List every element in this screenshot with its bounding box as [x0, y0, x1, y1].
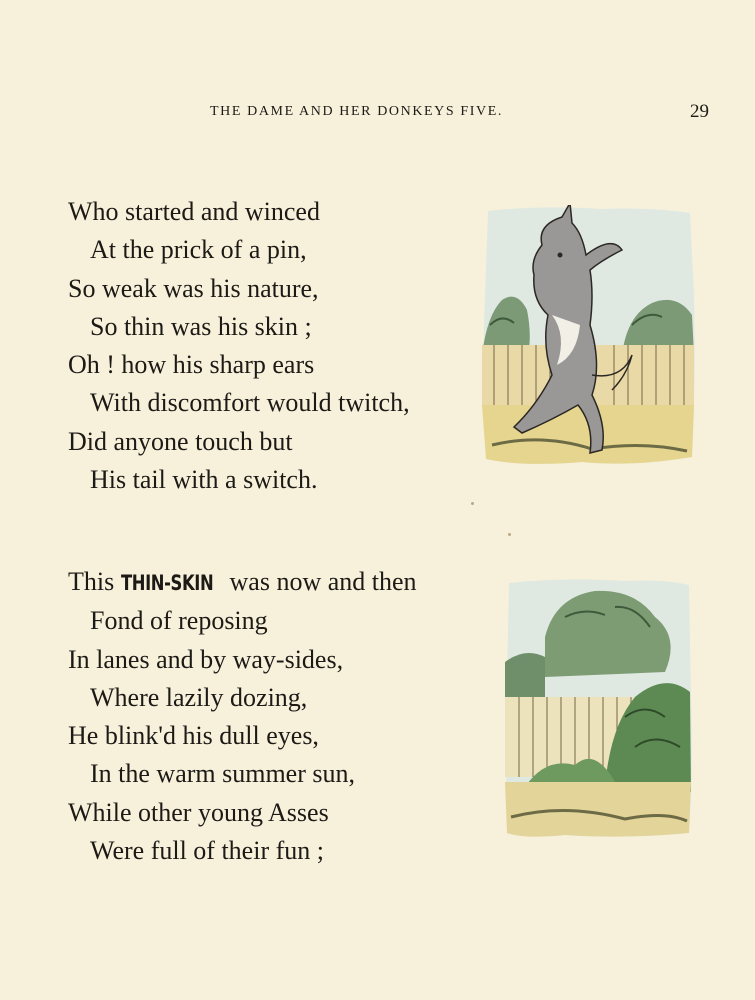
verse-line: Were full of their fun ;: [90, 836, 324, 866]
verse-line: So thin was his skin ;: [90, 311, 312, 341]
page-number: 29: [690, 101, 709, 122]
verse-line: While other young Asses: [68, 797, 329, 827]
character-name: THIN-SKIN: [120, 571, 214, 595]
verse-line: Fond of reposing: [90, 606, 268, 636]
verse-line: His tail with a switch.: [90, 465, 318, 495]
verse-word: This: [68, 567, 115, 596]
verse-line: He blink'd his dull eyes,: [68, 721, 319, 751]
verse-line: Where lazily dozing,: [90, 682, 308, 712]
paper-speck: [471, 502, 474, 505]
stanza-2: [68, 563, 417, 870]
verse-line: In the warm summer sun,: [90, 759, 356, 789]
paper-speck: [508, 533, 511, 536]
verse-line: At the prick of a pin,: [90, 235, 307, 265]
running-head: THE DAME AND HER DONKEYS FIVE.: [210, 104, 503, 119]
verse-line: In lanes and by way-sides,: [68, 644, 344, 674]
stanza-1: [68, 193, 410, 499]
verse-line: Who started and winced: [68, 197, 320, 226]
verse-line: With discomfort would twitch,: [90, 388, 410, 418]
verse-words: was now and then: [229, 567, 417, 596]
verse-line: Oh ! how his sharp ears: [68, 350, 315, 380]
verse-line: So weak was his nature,: [68, 273, 319, 303]
donkey-dancing-illustration: [482, 205, 697, 467]
hedge-and-fence-illustration: [505, 577, 693, 839]
verse-line: Did anyone touch but: [68, 426, 293, 456]
verse-line: [68, 563, 417, 602]
